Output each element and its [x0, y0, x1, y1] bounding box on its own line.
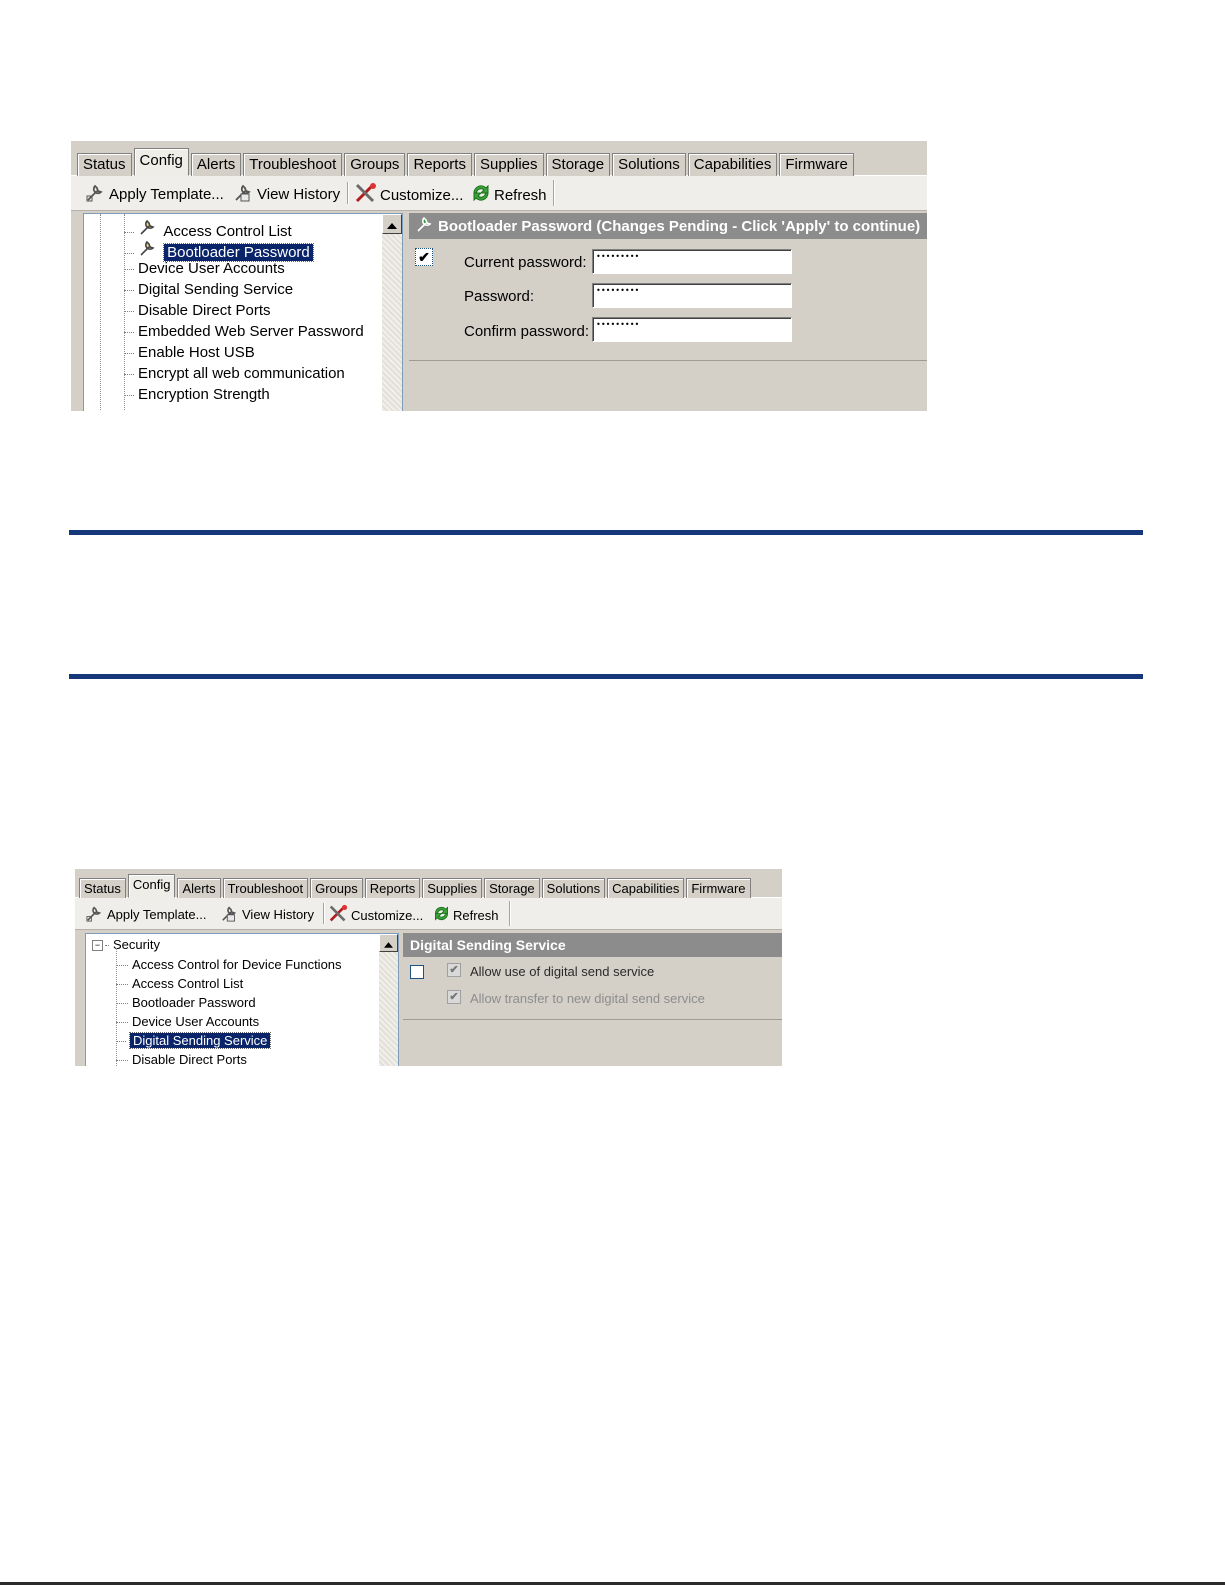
settings-panel	[403, 933, 782, 1066]
tab-bar	[75, 869, 782, 898]
refresh-icon	[432, 904, 451, 926]
panel-title-bar	[409, 213, 927, 239]
panel-title: Bootloader Password (Changes Pending - Click 'Apply' to continue)	[438, 217, 921, 235]
toolbar-separator	[553, 180, 555, 206]
history-icon	[220, 904, 240, 925]
tab-status[interactable]: Status	[79, 878, 126, 898]
scroll-up-button[interactable]	[382, 214, 402, 234]
section-rule	[69, 530, 1143, 535]
tab-supplies[interactable]: Supplies	[422, 878, 482, 898]
tree-item-disable-direct-ports[interactable]: Disable Direct Ports	[116, 1052, 247, 1066]
tree-item-device-user-accounts[interactable]: Device User Accounts	[116, 1014, 259, 1029]
allow-transfer-label: Allow transfer to new digital send service	[470, 991, 705, 1006]
tree-item-digital-sending-service[interactable]: Digital Sending Service	[116, 1033, 270, 1048]
allow-digital-send-checkbox[interactable]: ✔	[447, 963, 461, 977]
wrench-icon	[85, 182, 107, 206]
tree-scrollbar[interactable]	[379, 934, 398, 1066]
current-password-label: Current password:	[464, 254, 587, 271]
password-field[interactable]: •••••••••	[592, 283, 792, 308]
tab-reports[interactable]: Reports	[407, 153, 472, 176]
refresh-icon	[470, 182, 492, 208]
toolbar-separator	[323, 903, 325, 924]
confirm-password-field[interactable]: •••••••••	[592, 317, 792, 342]
history-icon	[233, 182, 255, 206]
tab-solutions[interactable]: Solutions	[612, 153, 686, 176]
tab-capabilities[interactable]: Capabilities	[607, 878, 684, 898]
toolbar	[75, 898, 782, 930]
tab-bar	[71, 141, 927, 176]
tree-item-encryption-strength[interactable]: Encryption Strength	[124, 386, 270, 403]
confirm-password-label: Confirm password:	[464, 323, 590, 340]
tree-root-security[interactable]: − Security	[92, 937, 160, 952]
tools-icon	[328, 904, 349, 926]
tab-firmware[interactable]: Firmware	[686, 878, 750, 898]
tab-alerts[interactable]: Alerts	[191, 153, 241, 176]
tree-item-access-control-for-device-functions[interactable]: Access Control for Device Functions	[116, 957, 342, 972]
tree-scrollbar[interactable]	[382, 214, 402, 411]
tree-item-bootloader-password[interactable]: Bootloader Password	[116, 995, 256, 1010]
tree-item-access-control-list[interactable]: Access Control List	[116, 976, 243, 991]
customize-button[interactable]: Customize...	[328, 904, 423, 926]
wrench-icon	[85, 904, 105, 925]
arrow-up-icon	[384, 936, 393, 951]
tree-item-digital-sending-service[interactable]: Digital Sending Service	[124, 281, 293, 298]
config-wrench-icon	[415, 215, 435, 237]
tree-item-enable-host-usb[interactable]: Enable Host USB	[124, 344, 255, 361]
tab-storage[interactable]: Storage	[546, 153, 611, 176]
view-history-button[interactable]: View History	[233, 182, 340, 206]
refresh-button[interactable]: Refresh	[470, 182, 547, 208]
toolbar-separator	[347, 182, 349, 204]
panel-divider	[403, 1019, 782, 1020]
scroll-up-button[interactable]	[379, 934, 398, 952]
section-rule	[69, 674, 1143, 679]
panel-title: Digital Sending Service	[410, 937, 566, 953]
password-label: Password:	[464, 288, 535, 305]
tree-guide-line	[100, 214, 101, 411]
tools-icon	[354, 182, 378, 208]
tree-item-bootloader-password[interactable]: Bootloader Password	[124, 239, 313, 261]
toolbar-separator	[509, 901, 511, 926]
tree-item-encrypt-all-web-communication[interactable]: Encrypt all web communication	[124, 365, 345, 382]
config-wrench-icon	[138, 223, 160, 240]
screenshot-bootloader-password	[71, 141, 927, 411]
config-wrench-icon	[138, 244, 160, 261]
tab-groups[interactable]: Groups	[344, 153, 405, 176]
tab-solutions[interactable]: Solutions	[542, 878, 605, 898]
apply-template-button[interactable]: Apply Template...	[85, 182, 224, 206]
enable-setting-checkbox[interactable]	[410, 965, 424, 979]
allow-digital-send-label: Allow use of digital send service	[470, 964, 655, 979]
tab-firmware[interactable]: Firmware	[779, 153, 854, 176]
tab-troubleshoot[interactable]: Troubleshoot	[243, 153, 342, 176]
tab-config[interactable]: Config	[134, 148, 189, 176]
tab-troubleshoot[interactable]: Troubleshoot	[223, 878, 308, 898]
minus-box-icon: −	[92, 940, 103, 951]
current-password-field[interactable]: •••••••••	[592, 249, 792, 274]
arrow-up-icon	[387, 216, 397, 233]
tree-item-embedded-web-server-password[interactable]: Embedded Web Server Password	[124, 323, 364, 340]
tree-item-access-control-list[interactable]: Access Control List	[124, 218, 292, 240]
tab-reports[interactable]: Reports	[365, 878, 421, 898]
enable-setting-checkbox[interactable]: ✔	[415, 248, 433, 266]
tab-capabilities[interactable]: Capabilities	[688, 153, 778, 176]
tab-groups[interactable]: Groups	[310, 878, 363, 898]
tab-storage[interactable]: Storage	[484, 878, 540, 898]
tree-item-device-user-accounts[interactable]: Device User Accounts	[124, 260, 285, 277]
config-tree	[85, 933, 399, 1066]
settings-panel	[409, 213, 927, 411]
allow-transfer-checkbox[interactable]: ✔	[447, 990, 461, 1004]
screenshot-digital-sending-service	[75, 869, 782, 1066]
panel-divider	[409, 360, 927, 361]
tab-alerts[interactable]: Alerts	[177, 878, 220, 898]
tree-item-disable-direct-ports[interactable]: Disable Direct Ports	[124, 302, 271, 319]
refresh-button[interactable]: Refresh	[432, 904, 499, 926]
view-history-button[interactable]: View History	[220, 904, 314, 925]
panel-title-bar	[403, 933, 782, 957]
tab-config[interactable]: Config	[128, 874, 176, 898]
tab-status[interactable]: Status	[77, 153, 132, 176]
tab-supplies[interactable]: Supplies	[474, 153, 544, 176]
apply-template-button[interactable]: Apply Template...	[85, 904, 206, 925]
customize-button[interactable]: Customize...	[354, 182, 463, 208]
toolbar	[71, 176, 927, 211]
config-tree	[83, 213, 403, 411]
